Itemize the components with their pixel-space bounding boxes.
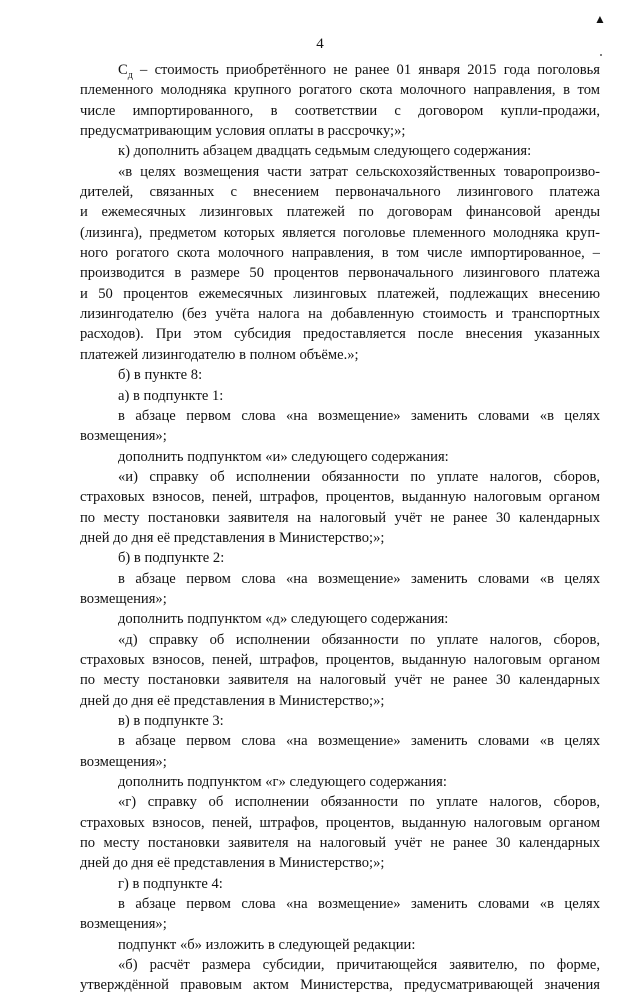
- text-line: возмещения»;: [80, 753, 167, 770]
- text-line: расходов). При этом субсидия предоставляется после внесения указанных: [80, 326, 600, 343]
- text-line: дополнить подпунктом «и» следующего содержания:: [118, 448, 449, 465]
- text-line-symbol: С: [118, 62, 128, 78]
- text-line: страховых взносов, пеней, штрафов, процентов, выданную налоговым органом: [80, 651, 600, 668]
- text-line: возмещения»;: [80, 916, 167, 933]
- text-line: дней до дня её представления в Министерство;»;: [80, 855, 385, 872]
- text-line-rest: – стоимость приобретённого не ранее 01 января 2015 года поголовья: [132, 62, 600, 78]
- text-line: (лизинга), предметом которых является поголовье племенного молодняка круп-: [80, 224, 600, 241]
- text-line: производится в размере 50 процентов первоначального лизингового платежа: [80, 265, 600, 282]
- text-line-subscript: д: [127, 69, 133, 81]
- text-line: платежей лизингодателю в полном объёме.»;: [80, 346, 359, 363]
- text-line: утверждённой правовым актом Министерства, предусматривающей значения: [80, 977, 600, 994]
- text-line: в абзаце первом слова «на возмещение» заменить словами «в целях: [118, 733, 600, 750]
- text-line: и ежемесячных лизинговых платежей по договорам финансовой аренды: [80, 204, 600, 221]
- page-number: 4: [316, 36, 324, 52]
- text-line: б) в пункте 8:: [118, 367, 203, 384]
- text-line: в) в подпункте 3:: [118, 713, 224, 729]
- text-line: б) в подпункте 2:: [118, 550, 225, 567]
- text-line: «б) расчёт размера субсидии, причитающейся заявителю, по форме,: [118, 957, 600, 974]
- text-line: предусматривающим условия оплаты в рассрочку;»;: [80, 123, 406, 140]
- text-line: дополнить подпунктом «г» следующего содержания:: [118, 774, 447, 791]
- text-line: по месту постановки заявителя на налоговый учёт не ранее 30 календарных: [80, 672, 600, 689]
- text-line: г) в подпункте 4:: [118, 875, 223, 892]
- corner-mark-icon: ▲: [594, 12, 606, 26]
- text-line: к) дополнить абзацем двадцать седьмым следующего содержания:: [118, 143, 532, 160]
- text-line: дней до дня её представления в Министерство;»;: [80, 529, 385, 546]
- text-line: а) в подпункте 1:: [118, 387, 224, 404]
- document-body: [80, 60, 600, 996]
- text-line: племенного молодняка крупного рогатого скота молочного направления, в том: [80, 82, 600, 99]
- text-line: возмещения»;: [80, 590, 167, 607]
- text-line: [80, 60, 600, 80]
- text-line: в абзаце первом слова «на возмещение» заменить словами «в целях: [118, 407, 600, 424]
- text-line: дней до дня её представления в Министерство;»;: [80, 692, 385, 709]
- text-line: «в целях возмещения части затрат сельскохозяйственных товаропроизво-: [118, 163, 600, 180]
- text-line: в абзаце первом слова «на возмещение» заменить словами «в целях: [118, 570, 600, 587]
- text-line: в абзаце первом слова «на возмещение» заменить словами «в целях: [118, 896, 600, 913]
- text-line: по месту постановки заявителя на налоговый учёт не ранее 30 календарных: [80, 509, 600, 526]
- text-line: «и) справку об исполнении обязанности по уплате налогов, сборов,: [118, 468, 600, 485]
- text-line: числе импортированного, в соответствии с договором купли-продажи,: [80, 102, 600, 119]
- text-line: страховых взносов, пеней, штрафов, процентов, выданную налоговым органом: [80, 814, 600, 831]
- text-line: подпункт «б» изложить в следующей редакции:: [118, 936, 416, 953]
- text-line: лизингодателю (без учёта налога на добавленную стоимость и транспортных: [80, 306, 600, 323]
- text-line: возмещения»;: [80, 428, 167, 445]
- text-line: дополнить подпунктом «д» следующего содержания:: [118, 611, 449, 628]
- text-line: и 50 процентов ежемесячных лизинговых платежей, подлежащих внесению: [80, 285, 600, 302]
- text-line: дителей, связанных с внесением первоначального лизингового платежа: [80, 184, 600, 201]
- scan-speck: [600, 54, 602, 56]
- text-line: ного рогатого скота молочного направления, в том числе импортированное, –: [80, 245, 600, 262]
- text-line: «д) справку об исполнении обязанности по уплате налогов, сборов,: [118, 631, 600, 648]
- text-line: страховых взносов, пеней, штрафов, процентов, выданную налоговым органом: [80, 489, 600, 506]
- text-line: по месту постановки заявителя на налоговый учёт не ранее 30 календарных: [80, 835, 600, 852]
- text-line: «г) справку об исполнении обязанности по уплате налогов, сборов,: [118, 794, 600, 811]
